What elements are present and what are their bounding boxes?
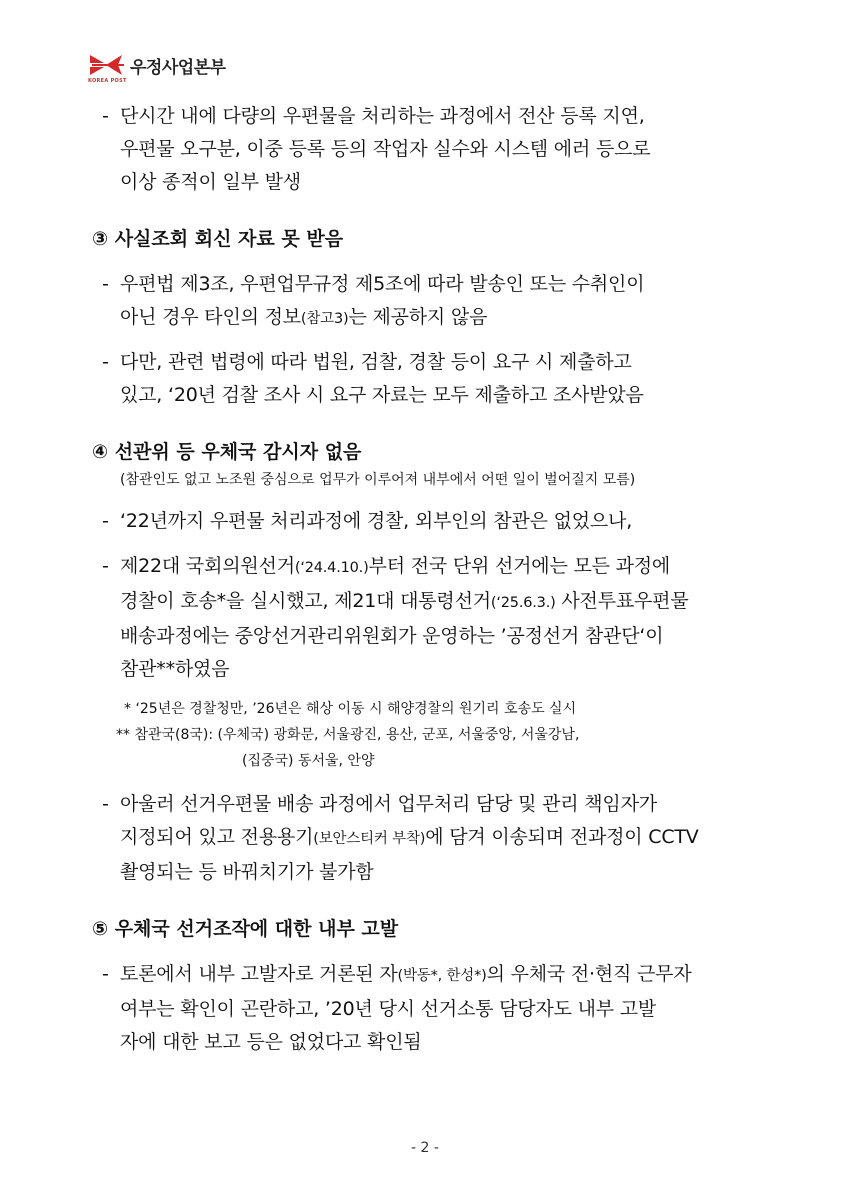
footnote-2: ** 참관국(8국): (우체국) 광화문, 서울광진, 용산, 군포, 서울중앙, 서울강남, <box>116 727 580 743</box>
page-number: - 2 - <box>411 1140 439 1156</box>
footnote-3: (집중국) 동서울, 안양 <box>242 753 375 769</box>
korea-post-logo-icon <box>88 52 128 78</box>
section-4-subtitle: (참관인도 없고 노조원 중심으로 업무가 이루어져 내부에서 어떤 일이 벌어질지 모름) <box>120 472 636 488</box>
bullet-error-cause: - 단시간 내에 다량의 우편물을 처리하는 과정에서 전산 등록 지연, 우편물 오구분, 이중 등록 등의 작업자 실수와 시스템 에러 등으로 이상 종적이 일부 발생 <box>102 105 651 193</box>
org-name: 우정사업본부 <box>130 57 226 78</box>
footnotes <box>92 696 782 774</box>
section-4-title: ④ 선관위 등 우체국 감시자 없음 <box>92 441 362 463</box>
header <box>88 50 226 80</box>
document-body <box>92 100 782 1059</box>
section-5-title: ⑤ 우체국 선거조작에 대한 내부 고발 <box>92 918 399 940</box>
org-name-en: KOREA POST <box>88 78 127 84</box>
section-3-title: ③ 사실조회 회신 자료 못 받음 <box>92 228 344 250</box>
bullet-whistleblower: - 토론에서 내부 고발자로 거론된 자(박동*, 한성*)의 우체국 전·현직 근무자 여부는 확인이 곤란하고, ’20년 당시 선거소통 담당자도 내부 고발 자에 대한 보고 등은 없었다고 확인됨 <box>102 963 692 1053</box>
bullet-submission: - 다만, 관련 법령에 따라 법원, 검찰, 경찰 등이 요구 시 제출하고 있고, ‘20년 검찰 조사 시 요구 자료는 모두 제출하고 조사받았음 <box>102 351 644 406</box>
bullet-postal-law: - 우편법 제3조, 우편업무규정 제5조에 따라 발송인 또는 수취인이 아닌 경우 타인의 정보(참고3)는 제공하지 않음 <box>102 273 645 328</box>
bullet-cctv: - 아울러 선거우편물 배송 과정에서 업무처리 담당 및 관리 책임자가 지정되어 있고 전용용기(보안스티커 부착)에 담겨 이송되며 전과정이 CCTV 촬영되는 등 바꿔치기가 불가함 <box>102 793 699 883</box>
bullet-no-observer: - ‘22년까지 우편물 처리과정에 경찰, 외부인의 참관은 없었으나, <box>102 510 633 532</box>
footnote-1: * ‘25년은 경찰청만, ’26년은 해상 이동 시 해양경찰의 원기리 호송도 실시 <box>124 701 577 717</box>
bullet-escort: - 제22대 국회의원선거(‘24.4.10.)부터 전국 단위 선거에는 모든 과정에 경찰이 호송*을 실시했고, 제21대 대통령선거(‘25.6.3.) 사전투표우편물 배송과정에는 중앙선거관리위원회가 운영하는 ’공정선거 참관단‘이 참관**하였음 <box>102 555 689 680</box>
